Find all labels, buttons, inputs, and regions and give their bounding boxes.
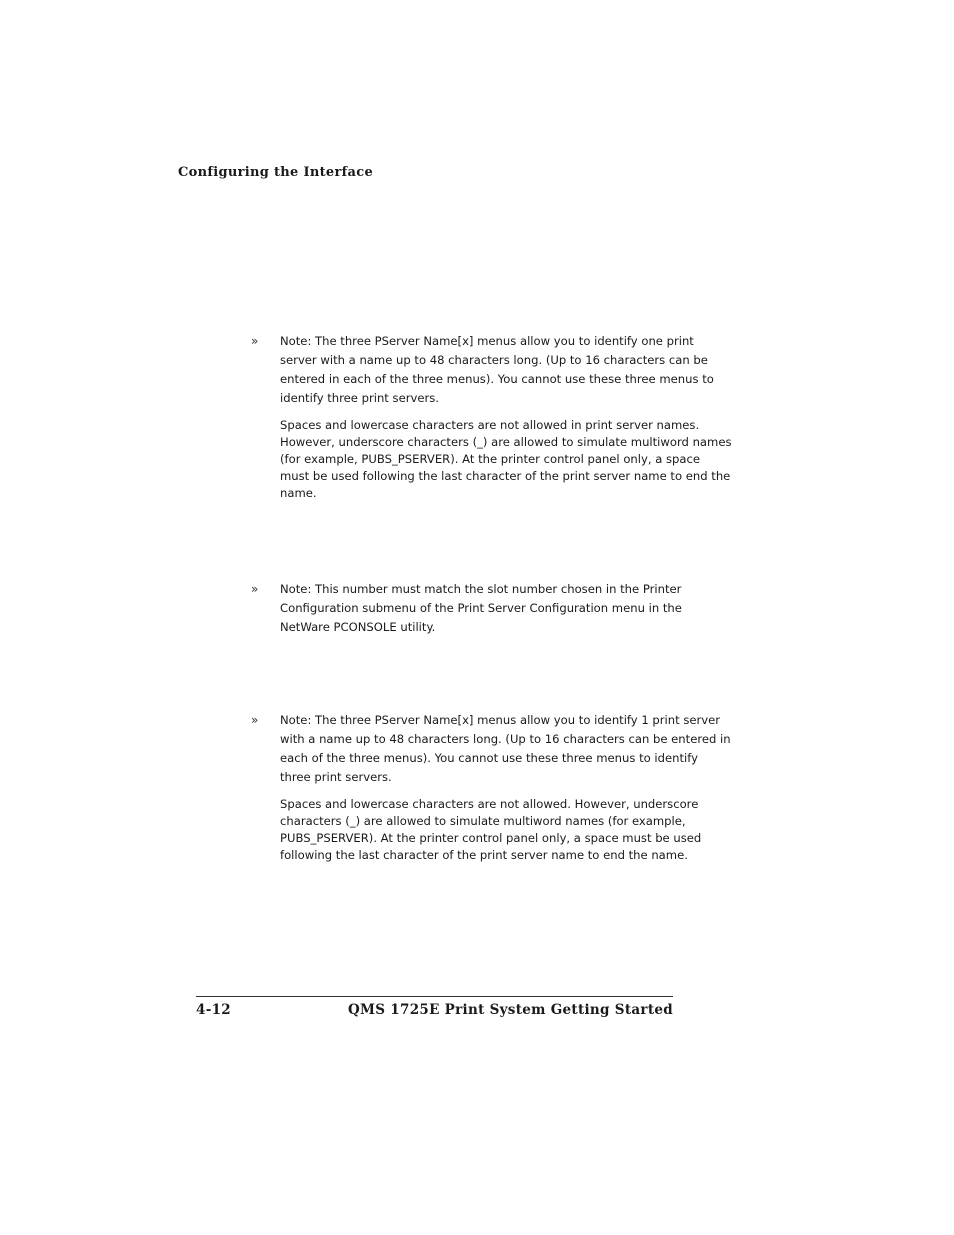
running-head: Configuring the Interface <box>178 165 374 180</box>
note-pserver-name-2 <box>251 711 731 873</box>
note-paragraph: Note: The three PServer Name[x] menus allow you to identify 1 print server with a name up to 48 characters long. (Up to 16 characters can be entered in each of the three menus). You cannot use these three menus to identify three print servers. <box>280 713 731 784</box>
page-number: 4-12 <box>196 1002 231 1018</box>
note-marker-icon: » <box>251 713 259 727</box>
book-title: QMS 1725E Print System Getting Started <box>347 1002 673 1018</box>
note-marker-icon: » <box>251 334 259 348</box>
note-paragraph: Note: This number must match the slot number chosen in the Printer Configuration submenu of the Print Server Configuration menu in the NetWare PCONSOLE utility. <box>280 582 682 634</box>
note-paragraph: Note: The three PServer Name[x] menus allow you to identify one print server with a name up to 48 characters long. (Up to 16 characters can be entered in each of the three menus). You cannot use these three menus to identify three print servers. <box>280 334 714 405</box>
note-paragraph: Spaces and lowercase characters are not allowed. However, underscore characters (_) are allowed to simulate multiword names (for example, PUBS_PSERVER). At the printer control panel only, a space must be used following the last character of the print server name to end the name. <box>280 797 702 862</box>
note-paragraph: Spaces and lowercase characters are not allowed in print server names. However, underscore characters (_) are allowed to simulate multiword names (for example, PUBS_PSERVER). At the printer control panel only, a space must be used following the last character of the print server name to end the name. <box>280 418 732 500</box>
note-marker-icon: » <box>251 582 259 596</box>
note-pserver-name <box>251 332 731 511</box>
note-slot-number <box>251 580 731 646</box>
footer-divider <box>196 996 673 997</box>
